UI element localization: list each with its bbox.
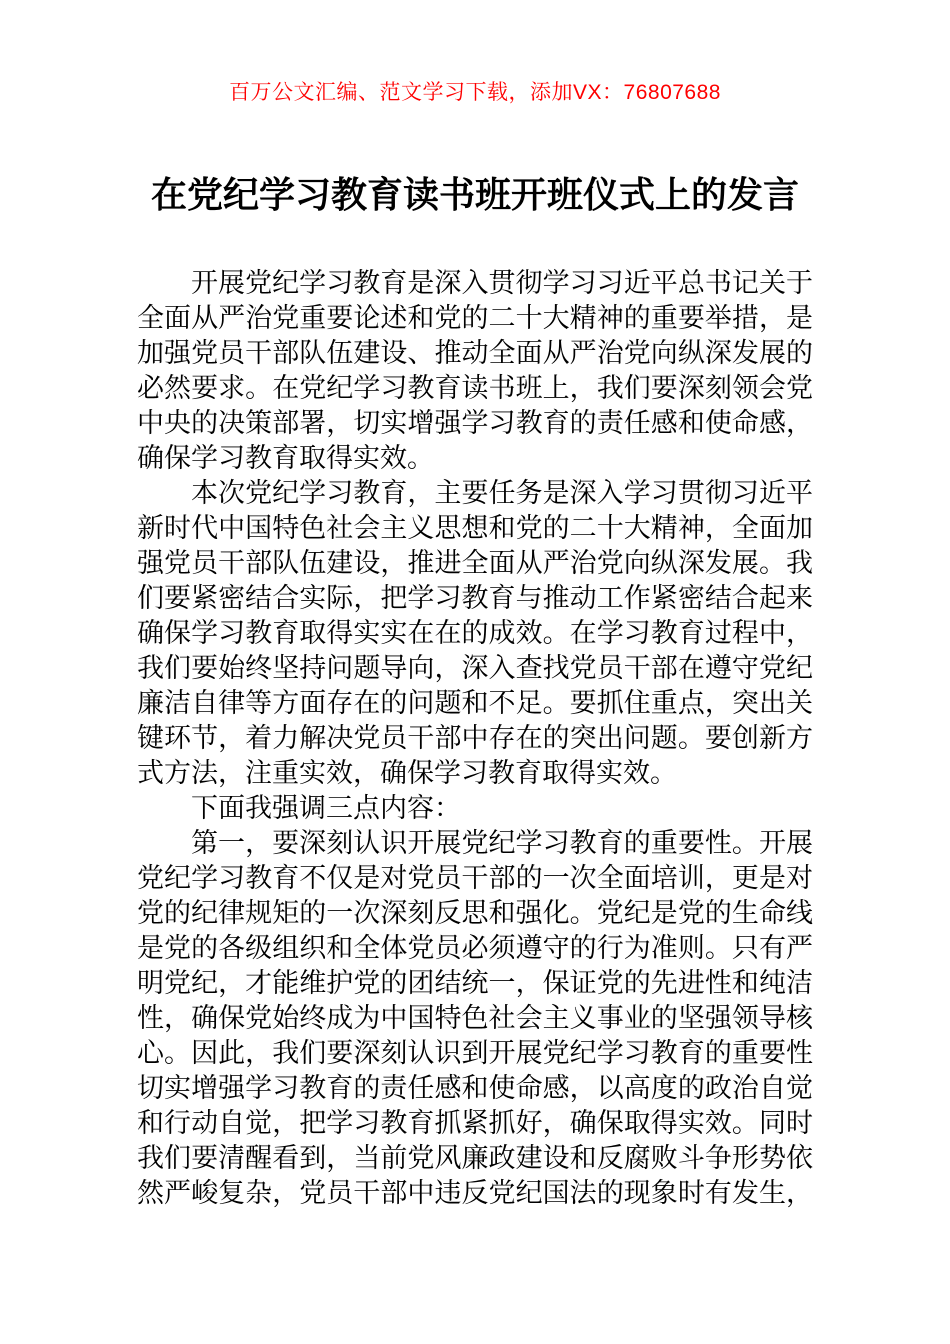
- text-line: 我们要清醒看到，当前党风廉政建设和反腐败斗争形势依: [137, 1143, 813, 1173]
- text-line: 明党纪，才能维护党的团结统一，保证党的先进性和纯洁: [137, 968, 813, 998]
- text-line: 党的纪律规矩的一次深刻反思和强化。党纪是党的生命线: [137, 898, 813, 928]
- text-line: 中央的决策部署，切实增强学习教育的责任感和使命感，: [137, 408, 813, 438]
- text-line: 强党员干部队伍建设，推进全面从严治党向纵深发展。我: [137, 548, 813, 578]
- text-line: 和行动自觉，把学习教育抓紧抓好，确保取得实效。同时: [137, 1108, 813, 1138]
- paragraph: [137, 826, 813, 1211]
- text-line: 必然要求。在党纪学习教育读书班上，我们要深刻领会党: [137, 373, 813, 403]
- text-line: 第一，要深刻认识开展党纪学习教育的重要性。开展: [191, 828, 813, 858]
- text-line: 开展党纪学习教育是深入贯彻学习习近平总书记关于: [191, 268, 813, 298]
- text-line: 确保学习教育取得实实在在的成效。在学习教育过程中，: [137, 618, 813, 648]
- document-title: 在党纪学习教育读书班开班仪式上的发言: [150, 174, 799, 215]
- text-line: 确保学习教育取得实效。: [137, 443, 434, 473]
- text-line: 党纪学习教育不仅是对党员干部的一次全面培训，更是对: [137, 863, 813, 893]
- text-line: 新时代中国特色社会主义思想和党的二十大精神，全面加: [137, 513, 813, 543]
- paragraph: [137, 791, 813, 826]
- text-line: 下面我强调三点内容：: [191, 793, 461, 823]
- text-line: 廉洁自律等方面存在的问题和不足。要抓住重点，突出关: [137, 688, 813, 718]
- header-promo-text: 百万公文汇编、范文学习下载，添加VX：76807688: [229, 81, 721, 104]
- text-line: 我们要始终坚持问题导向，深入查找党员干部在遵守党纪: [137, 653, 813, 683]
- document-body: [137, 266, 813, 1211]
- text-line: 式方法，注重实效，确保学习教育取得实效。: [137, 758, 677, 788]
- text-line: 们要紧密结合实际，把学习教育与推动工作紧密结合起来: [137, 583, 813, 613]
- text-line: 然严峻复杂，党员干部中违反党纪国法的现象时有发生，: [137, 1178, 813, 1208]
- text-line: 切实增强学习教育的责任感和使命感，以高度的政治自觉: [137, 1073, 813, 1103]
- text-line: 全面从严治党重要论述和党的二十大精神的重要举措，是: [137, 303, 813, 333]
- text-line: 性，确保党始终成为中国特色社会主义事业的坚强领导核: [137, 1003, 813, 1033]
- text-line: 是党的各级组织和全体党员必须遵守的行为准则。只有严: [137, 933, 813, 963]
- paragraph: [137, 476, 813, 791]
- text-line: 心。因此，我们要深刻认识到开展党纪学习教育的重要性: [137, 1038, 813, 1068]
- text-line: 键环节，着力解决党员干部中存在的突出问题。要创新方: [137, 723, 813, 753]
- paragraph: [137, 266, 813, 476]
- text-line: 加强党员干部队伍建设、推动全面从严治党向纵深发展的: [137, 338, 813, 368]
- text-line: 本次党纪学习教育，主要任务是深入学习贯彻习近平: [191, 478, 813, 508]
